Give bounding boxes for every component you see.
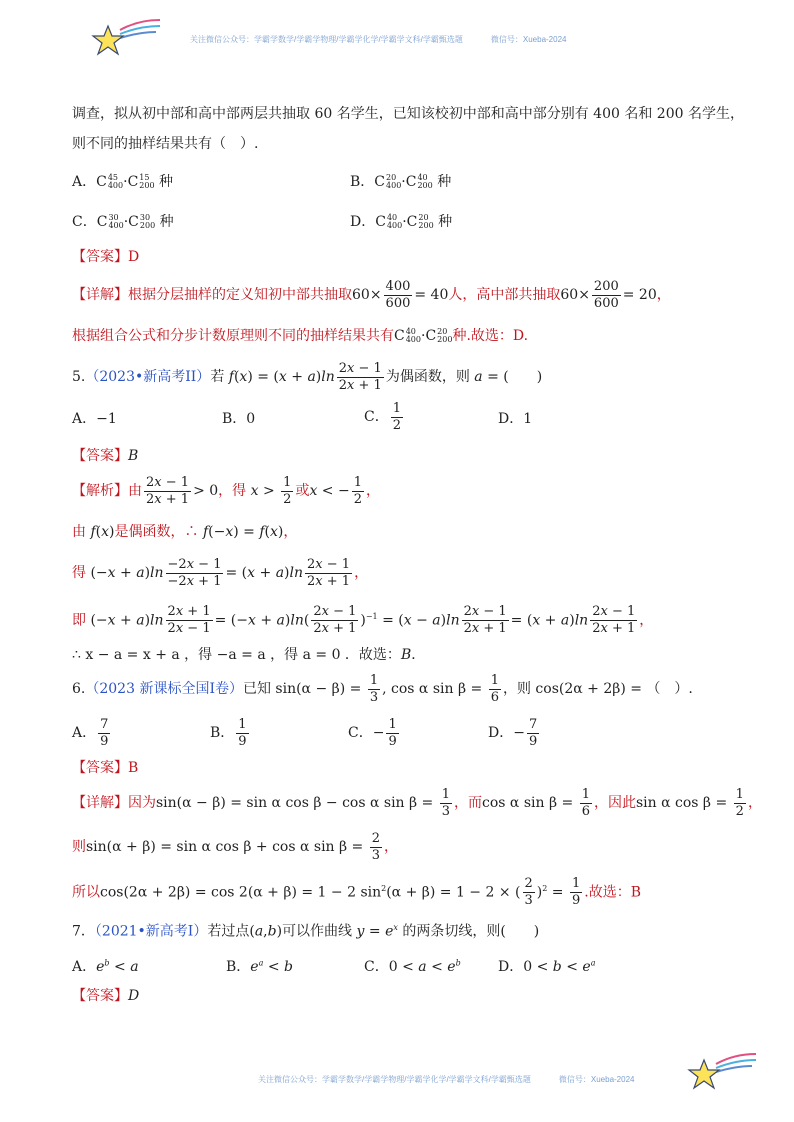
q5-answer [72,446,138,466]
q7-option-b[interactable]: B．$e^a < b$ [226,958,293,975]
detail-text: ，因此 [593,795,636,811]
analysis-text: 即 [72,612,86,629]
detail-text: 人，高中部共抽取 [448,287,561,303]
stem-text: 的两条切线，则( ) [402,923,540,940]
option-label: D． [350,214,376,230]
option-label: C． [364,959,389,975]
stem-text: 若 [210,369,225,385]
stem-text: 已知 [242,681,271,697]
q4-option-c[interactable]: C．C 30 400 ·C 30 200 种 [72,213,174,230]
answer-tag: 【答案】 [72,448,128,464]
q6-detail2: 则sin(α + β) = sin α cos β + cos α sin β = $\frac{2}{3}$ ， [72,830,399,863]
detail-text: 种.故选：D. [452,328,529,344]
option-unit: 种 [159,214,174,230]
q5-option-a[interactable]: A．−1 [72,411,117,427]
q6-answer [72,758,138,778]
header-wechat: 微信号：Xueba-2024 [490,35,567,44]
analysis-text: ． [411,647,426,663]
q5-option-c[interactable]: C． $\frac{1}{2}$ [364,400,401,433]
detail-text: 所以 [72,884,100,901]
question-number: 6. [72,681,86,697]
answer-value: D [128,249,140,265]
star-logo-icon [90,16,162,60]
option-unit: 种 [437,174,452,190]
star-logo-icon [686,1050,758,1094]
q4-line2: 则不同的抽样结果共有（ ）. [72,136,259,152]
question-source: （2021•新高考Ⅰ） [94,923,208,940]
q5-analysis4: 即 (−x + a)ln $\frac{2x + 1}{2x - 1}$ = (−x + a)ln( $\frac{2x - 1}{2x + 1}$ )$^{-1}$ = (x − a)ln $\frac{2x - 1}{2x + 1}$ = (x + a)ln $\frac{2x - 1}{2x + 1}$ ， [72,604,654,637]
option-label: B． [226,959,251,975]
answer-value: D [128,988,140,1004]
detail-text: 根据组合公式和分步计数原理则不同的抽样结果共有 [72,328,394,344]
detail-text: ，而 [454,795,483,811]
option-label: A． [72,959,97,975]
detail-tag: 【详解】 [72,795,128,811]
q4-detail1: 【详解】根据分层抽样的定义知初中部共抽取60× $\frac{400}{600}$ = 40人，高中部共抽取60× $\frac{200}{600}$ = 20， [72,278,671,311]
page-header [190,34,566,45]
option-label: D． [498,959,524,975]
analysis-text: ，得 [218,483,247,499]
option-label: B． [210,725,235,741]
answer-tag: 【答案】 [72,988,128,1004]
option-label: C． [72,214,97,230]
stem-text: 若过点 [207,923,250,940]
q5-option-b[interactable]: B．0 [222,411,256,427]
option-unit: 种 [438,214,453,230]
option-label: B． [350,174,375,190]
stem-text: 可以作曲线 [282,923,353,940]
option-unit: 种 [159,174,174,190]
option-label: A． [72,174,97,190]
q5-analysis3: 得 (−x + a)ln $\frac{-2x - 1}{-2x + 1}$ = (x + a)ln $\frac{2x - 1}{2x + 1}$ ， [72,556,369,589]
question-number: 5. [72,369,86,385]
q6-option-c[interactable]: C．− $\frac{1}{9}$ [348,716,397,749]
question-number: 7． [72,923,95,940]
q7-stem: 7．（2021•新高考Ⅰ）若过点(a,b)可以作曲线 $y = e^x$ 的两条切线，则( ) [72,923,540,940]
answer-tag: 【答案】 [72,760,128,776]
q5-analysis5 [72,645,425,665]
option-label: C． [364,409,389,425]
q5-analysis1: 【解析】由 $\frac{2x - 1}{2x + 1}$ > 0，得 x > $\frac{1}{2}$ 或x < − $\frac{1}{2}$ ， [72,474,380,507]
detail-text: 则 [72,839,86,855]
q5-option-d[interactable]: D．1 [498,411,533,427]
analysis-text: 或 [295,483,310,499]
analysis-tag: 【解析】 [72,483,128,499]
q7-answer [72,986,139,1006]
q6-detail1: 【详解】因为sin(α − β) = sin α cos β − cos α sin β = $\frac{1}{3}$ ，而cos α sin β = $\frac{1}{6}$ ，因此sin α cos β = $\frac{1}{2}$ ， [72,786,762,819]
answer-value: B [128,448,139,464]
detail-text: 因为 [128,795,156,811]
q6-option-a[interactable]: A． $\frac{7}{9}$ [72,716,109,749]
page-footer [258,1074,634,1085]
q5-stem: 5.（2023•新高考II）若 f(x) = (x + a)ln $\frac{2x - 1}{2x + 1}$ 为偶函数，则 a = ( ) [72,360,543,393]
q7-option-d[interactable]: D．$0 < b < e^a$ [498,958,596,975]
stem-text: ( ) [503,369,543,385]
q6-detail3: 所以cos(2α + 2β) = cos 2(α + β) = 1 − 2 $\sin^2(\alpha + \beta) = 1 - 2$ × ( $\frac{2}{3}$ )$^2$ = $\frac{1}{9}$ .故选：B [72,876,642,909]
stem-text: ，则 [502,681,531,697]
detail-tag: 【详解】 [72,287,128,303]
detail-text: 故选：B [588,884,642,901]
answer-tag: 【答案】 [72,249,128,265]
q4-line1: 调查，拟从初中部和高中部两层共抽取 60 名学生，已知该校初中部和高中部分别有 400 名和 200 名学生， [72,106,744,122]
answer-value: B [128,760,139,776]
q6-stem: 6.（2023 新课标全国Ⅰ卷）已知 sin(α − β) = $\frac{1}{3}$ , cos α sin β = $\frac{1}{6}$ ，则 cos(2α + 2β) = （ ）. [72,672,693,705]
analysis-text: ∴ x − a = x + a ，得 −a = a ，得 a = 0 ．故选： [72,647,401,663]
analysis-text: B [400,647,412,663]
option-label: D． [488,725,514,741]
stem-text: 为偶函数，则 [385,369,470,385]
analysis-text: 由 [72,524,86,540]
q4-option-b[interactable]: B．C 20 400 ·C 40 200 种 [350,173,452,190]
q7-option-a[interactable]: A．$e^b < a$ [72,958,139,975]
question-source: （2023•新高考II） [85,369,211,385]
q4-option-d[interactable]: D．C 40 400 ·C 20 200 种 [350,213,453,230]
q4-detail2: 根据组合公式和分步计数原理则不同的抽样结果共有C 40 400 ·C 20 200 种.故选：D. [72,327,529,344]
option-label: C． [348,725,373,741]
q4-answer [72,247,139,267]
analysis-text: 得 [72,565,86,581]
question-source: （2023 新课标全国Ⅰ卷） [85,681,243,697]
option-label: A． [72,725,97,741]
q4-option-a[interactable]: A．C 45 400 ·C 15 200 种 [72,173,174,190]
stem-text: （ ）. [646,681,693,697]
analysis-text: 由 [128,483,142,499]
footer-text: 关注微信公众号：学霸学数学/学霸学物理/学霸学化学/学霸学文科/学霸甄选题 [258,1075,531,1084]
q6-option-d[interactable]: D．− $\frac{7}{9}$ [488,716,538,749]
footer-wechat: 微信号：Xueba-2024 [558,1075,635,1084]
header-text: 关注微信公众号：学霸学数学/学霸学物理/学霸学化学/学霸学文科/学霸甄选题 [190,35,463,44]
q6-option-b[interactable]: B． $\frac{1}{9}$ [210,716,247,749]
analysis-text: 是偶函数，∴ [114,524,199,540]
q7-option-c[interactable]: C．$0 < a < e^b$ [364,958,461,975]
detail-text: 根据分层抽样的定义知初中部共抽取 [128,287,352,303]
q5-analysis2: 由 f(x)是偶函数，∴ f(−x) = f(x)， [72,524,298,540]
